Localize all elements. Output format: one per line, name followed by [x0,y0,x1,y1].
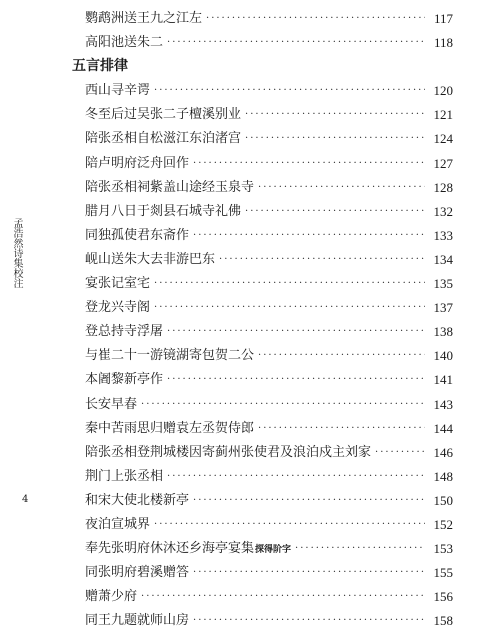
toc-entry-note: 探得阶字 [255,544,292,555]
toc-entry-title [85,127,241,151]
toc-entry-page: 138 [433,324,453,340]
dot-leader [167,368,425,392]
toc-entry-title-text: 鹦鹉洲送王九之江左 [85,11,203,26]
toc-entry[interactable] [85,561,453,585]
toc-entry-page: 152 [433,517,453,532]
toc-entry[interactable] [85,537,453,561]
dot-leader [167,465,425,489]
dot-leader [258,176,425,200]
toc-entry-title-text: 同独孤使君东斋作 [85,227,190,243]
toc-entry-title [85,609,189,633]
toc-entry-title [85,248,215,272]
toc-entry-page: 134 [433,251,453,267]
toc-entry-title [85,320,163,344]
toc-entry-page: 155 [433,565,453,581]
toc-entry-page: 120 [433,83,453,99]
toc-entry-title [85,513,150,537]
toc-entry[interactable] [85,248,453,272]
toc-entry-title-text: 西山寻辛谔 [85,83,151,99]
toc-entry-title-text: 和宋大使北楼新亭 [85,492,190,508]
toc-entry-title [85,465,163,489]
toc-entry[interactable] [85,441,453,465]
dot-leader [245,127,425,151]
toc-entry-title-text: 登龙兴寺阁 [85,300,151,316]
toc-entry-page: 153 [433,541,453,557]
toc-entry[interactable] [85,7,453,31]
toc-entry[interactable] [85,103,453,127]
toc-entry[interactable] [85,368,453,392]
dot-leader [245,200,425,224]
toc-entry-title [85,200,241,224]
toc-entry[interactable] [85,272,453,296]
toc-entry-title [85,103,241,127]
toc-entry-page: 137 [433,300,453,316]
toc-entry[interactable] [85,344,453,368]
toc-entry-title-text: 赠萧少府 [85,589,138,605]
toc-entry-title-text: 冬至后过吴张二子檀溪别业 [85,107,242,123]
dot-leader [193,224,425,248]
toc-entry[interactable] [85,152,453,176]
toc-entry-title [85,224,189,248]
toc-entry-title-text: 奉先张明府休沐还乡海亭宴集 [85,540,255,556]
toc-entry-page: 133 [433,227,453,243]
dot-leader [167,320,425,344]
toc-entry[interactable] [85,393,453,417]
dot-leader [154,296,425,320]
toc-entry[interactable] [85,417,453,441]
toc-entry-page: 150 [433,492,453,508]
toc-entry[interactable] [85,31,453,55]
toc-entry-title-text: 同王九题就师山房 [85,613,190,629]
toc-entry[interactable] [85,296,453,320]
toc-entry-page: 158 [433,613,453,629]
toc-entry[interactable] [85,79,453,103]
toc-entry-title [85,368,163,392]
toc-entry[interactable] [85,320,453,344]
toc-entry-title-text: 陪张丞相祠紫盖山途经玉泉寺 [85,179,255,195]
toc-entry-page: 148 [433,468,453,484]
toc-entry-title [85,489,189,513]
dot-leader [193,609,425,633]
dot-leader [206,7,425,31]
toc-entry-title-text: 高阳池送朱二 [85,35,164,51]
toc-entry-title [85,176,254,200]
dot-leader [258,417,425,441]
toc-entry-page: 121 [433,107,453,123]
toc-entry-title [85,79,150,103]
dot-leader [154,513,425,537]
toc-entry-page: 132 [433,203,453,219]
toc-entry[interactable] [85,176,453,200]
toc-entry-title-text: 同张明府碧溪赠答 [85,565,190,581]
dot-leader [154,272,425,296]
toc-entry-title [85,441,371,465]
toc-entry-page: 118 [433,35,453,51]
toc-entry[interactable] [85,127,453,151]
toc-entry-page: 117 [433,11,453,26]
dot-leader [193,489,425,513]
running-head: 孟浩然诗集校注 [11,218,22,288]
toc-entry-page: 127 [433,155,453,171]
toc-entry[interactable] [85,489,453,513]
toc-entry-title-text: 陪张丞相自松滋江东泊渚宫 [85,131,242,147]
toc-entry-page: 141 [433,372,453,388]
toc-entry-page: 146 [433,444,453,460]
toc-entry-title-text: 夜泊宣城界 [85,517,151,532]
toc-entry-title [85,344,254,368]
toc-entry-title [85,31,163,55]
toc-entry-page: 124 [433,131,453,147]
toc-entry[interactable] [85,224,453,248]
toc-entry-title [85,272,150,296]
toc-entry-title [85,7,202,31]
dot-leader [219,248,425,272]
dot-leader [193,561,425,585]
toc-entry-title [85,561,189,585]
toc-entry-page: 128 [433,179,453,195]
toc-entry-page: 156 [433,589,453,605]
toc-entry[interactable] [85,200,453,224]
toc-entry-title-text: 陪张丞相登荆城楼因寄蓟州张使君及浪泊戍主刘家 [85,444,372,460]
toc-entry[interactable] [85,465,453,489]
toc-entry[interactable] [85,609,453,633]
toc-entry-title [85,393,137,417]
page-number: 4 [22,494,29,505]
toc-entry-title-text: 岘山送朱大去非游巴东 [85,251,216,267]
toc-entry-title-text: 腊月八日于剡县石城寺礼佛 [85,203,242,219]
toc-entry-title-text: 长安早春 [85,396,138,412]
toc-entry-title-text: 秦中苦雨思归赠袁左丞贺侍郎 [85,420,255,436]
dot-leader [141,585,425,609]
dot-leader [245,103,425,127]
toc-entry-title-text: 宴张记室宅 [85,276,151,291]
dot-leader [258,344,425,368]
section-heading: 五言排律 [72,58,128,75]
dot-leader [295,537,425,561]
dot-leader [193,152,425,176]
dot-leader [154,79,425,103]
dot-leader [167,31,425,55]
toc-entry-page: 143 [433,396,453,412]
toc-entry-title [85,417,254,441]
toc-entry-title-text: 本阇黎新亭作 [85,372,164,388]
toc-entry[interactable] [85,513,453,537]
toc-entry-title-text: 与崔二十一游镜湖寄包贺二公 [85,348,255,364]
toc-entry-title-text: 荆门上张丞相 [85,468,164,484]
toc-entry-title [85,152,189,176]
toc-entry-title-text: 登总持寺浮屠 [85,324,164,340]
toc-entry[interactable] [85,585,453,609]
toc-entry-title [85,537,291,562]
toc-entry-title [85,585,137,609]
toc-entry-page: 135 [433,276,453,291]
toc-entry-title-text: 陪卢明府泛舟回作 [85,155,190,171]
toc-entry-page: 140 [433,348,453,364]
dot-leader [375,441,425,465]
toc-entry-title [85,296,150,320]
toc-entry-page: 144 [433,420,453,436]
dot-leader [141,393,425,417]
